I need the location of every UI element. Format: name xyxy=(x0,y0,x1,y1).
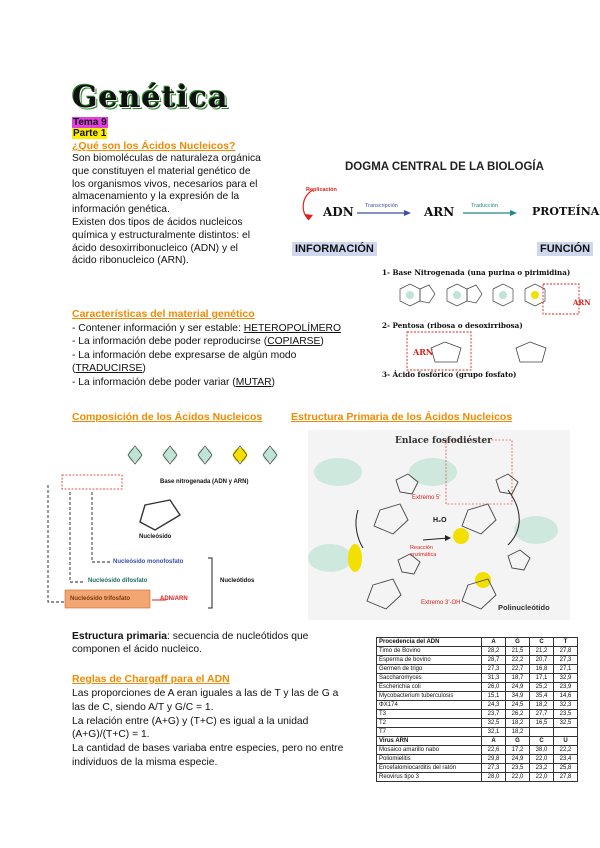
table-cell: 22,0 xyxy=(506,773,530,782)
text: ) xyxy=(271,376,275,388)
difosfato-bracket xyxy=(70,492,85,582)
table-cell: Encefalomiocarditis del ratón xyxy=(377,764,482,773)
table-cell: 26,0 xyxy=(482,683,506,692)
text: - La información debe poder reproducirse ( xyxy=(72,336,268,348)
arn-box-label: ARN xyxy=(573,298,591,307)
keyword: TRADUCIRSE xyxy=(75,363,143,375)
estructura-line xyxy=(72,631,362,644)
table-cell: T3 xyxy=(377,710,482,719)
table-cell: 24,9 xyxy=(506,683,530,692)
table-cell: 25,8 xyxy=(554,764,578,773)
table-cell: 22,2 xyxy=(554,746,578,755)
polinucleotido-label: Polinucleótido xyxy=(498,603,550,612)
reaccion-label: Reacción enzimática xyxy=(410,545,437,558)
table-cell: 25,2 xyxy=(530,683,554,692)
nucleosido-label: Nucleósido xyxy=(139,534,172,540)
table-header-cell: Virus ARN xyxy=(377,737,482,746)
component-base: 1- Base Nitrogenada (una purina o pirimidina) xyxy=(382,268,571,277)
table-row xyxy=(377,701,578,710)
table-cell: 27,3 xyxy=(554,656,578,665)
text: ) xyxy=(142,363,146,375)
base-highlight xyxy=(163,448,177,462)
q-heading: ¿Qué son los Ácidos Nucleicos? xyxy=(72,140,236,152)
func-label: FUNCIÓN xyxy=(537,242,593,256)
table-cell: 22,2 xyxy=(506,656,530,665)
base-highlight xyxy=(406,291,414,299)
table-cell: 35,4 xyxy=(530,692,554,701)
arn-pentose-label: ARN xyxy=(413,347,434,357)
table-cell: Mosaico amarillo nabo xyxy=(377,746,482,755)
caracteristicas-heading: Características del material genético xyxy=(72,308,255,320)
adn-arn-label: ADN/ARN xyxy=(160,596,188,602)
intro-line: ácido desoxirribonucleico (ADN) y el xyxy=(72,242,238,254)
table-row xyxy=(377,728,578,737)
table-cell: T2 xyxy=(377,719,482,728)
table-row xyxy=(377,683,578,692)
table-cell: ΦX174 xyxy=(377,701,482,710)
table-cell: 21,5 xyxy=(506,647,530,656)
estructura-primaria-text xyxy=(72,631,362,657)
table-cell: Saccharomyces xyxy=(377,674,482,683)
chargaff-table-wrap xyxy=(376,637,578,782)
table-cell: 27,3 xyxy=(482,764,506,773)
bases-row xyxy=(128,446,277,464)
table-row xyxy=(377,773,578,782)
chargaff-text xyxy=(72,687,367,770)
composicion-figure xyxy=(40,430,290,615)
h2o-label: H₂O xyxy=(433,517,447,524)
phosphate-box xyxy=(62,475,122,489)
phosphate-group xyxy=(409,458,457,486)
trifosfato-label: Nucleósido trifosfato xyxy=(70,596,131,602)
table-row xyxy=(377,710,578,719)
caracteristica-item xyxy=(72,335,372,348)
table-cell: 24,3 xyxy=(482,701,506,710)
base-ring xyxy=(420,285,435,303)
table-header-row xyxy=(377,737,578,746)
phosphate-group xyxy=(514,516,558,544)
base-label: Base nitrogenada (ADN y ARN) xyxy=(160,479,249,485)
ribose-ring xyxy=(431,342,461,362)
trifosfato-bracket xyxy=(48,485,65,602)
chargaff-line: individuos de la misma especie. xyxy=(72,756,218,768)
table-header-cell: C xyxy=(530,638,554,647)
caracteristica-item xyxy=(72,376,372,389)
table-row xyxy=(377,674,578,683)
table-cell: T7 xyxy=(377,728,482,737)
table-row xyxy=(377,656,578,665)
transcription-label: Transcripción xyxy=(365,203,398,209)
table-cell: 18,2 xyxy=(506,719,530,728)
table-cell: 32,1 xyxy=(482,728,506,737)
dogma-title: DOGMA CENTRAL DE LA BIOLOGÍA xyxy=(345,161,544,173)
monofosfato-bracket xyxy=(92,492,110,562)
adn-label: ADN xyxy=(323,205,354,219)
table-cell: 28,2 xyxy=(482,647,506,656)
chargaff-table xyxy=(376,637,578,782)
table-cell: 32,5 xyxy=(482,719,506,728)
caracteristica-item xyxy=(72,322,372,335)
table-row xyxy=(377,692,578,701)
table-cell: 32,3 xyxy=(554,701,578,710)
table-cell: 18,2 xyxy=(506,728,530,737)
table-row xyxy=(377,719,578,728)
table-cell: 38,0 xyxy=(530,746,554,755)
table-cell: 22,0 xyxy=(530,773,554,782)
tema-label: Tema 9 xyxy=(73,117,107,128)
parte-label: Parte 1 xyxy=(73,128,107,139)
table-cell: 32,9 xyxy=(554,674,578,683)
table-cell: 23,4 xyxy=(554,755,578,764)
table-header-cell: G xyxy=(506,638,530,647)
table-cell: 17,2 xyxy=(506,746,530,755)
table-cell xyxy=(554,728,578,737)
caracteristica-item: - La información debe expresarse de algún modo xyxy=(72,349,297,361)
table-cell: Poliomielitis xyxy=(377,755,482,764)
table-cell: 16,8 xyxy=(530,665,554,674)
intro-line: que constituyen el material genético de xyxy=(72,165,251,177)
nucleotidos-label: Nucleótidos xyxy=(220,578,255,584)
primaria-heading: Estructura Primaria de los Ácidos Nucleicos xyxy=(291,411,513,423)
table-cell: 14,6 xyxy=(554,692,578,701)
table-header-cell: G xyxy=(506,737,530,746)
table-row xyxy=(377,665,578,674)
base-highlight xyxy=(233,448,247,462)
table-cell: 23,5 xyxy=(506,764,530,773)
table-cell: 20,7 xyxy=(530,656,554,665)
primaria-figure xyxy=(308,430,570,620)
table-cell: 23,5 xyxy=(554,710,578,719)
table-cell: 18,2 xyxy=(530,701,554,710)
table-cell: 18,7 xyxy=(506,674,530,683)
table-cell: 15,1 xyxy=(482,692,506,701)
table-cell: 27,7 xyxy=(530,710,554,719)
table-cell: 27,8 xyxy=(554,647,578,656)
estructura-line: componen el ácido nucleico. xyxy=(72,643,202,655)
text: - La información debe poder variar ( xyxy=(72,376,236,388)
table-cell: Reovirus tipo 3 xyxy=(377,773,482,782)
chargaff-line: La relación entre (A+G) y (T+C) es igual a la unidad xyxy=(72,715,309,727)
translation-label: Traducción xyxy=(471,203,499,209)
text: - Contener información y ser estable: xyxy=(72,323,244,334)
estructura-term: Estructura primaria xyxy=(72,631,167,642)
intro-line: Existen dos tipos de ácidos nucleicos xyxy=(72,216,243,228)
bond-highlight xyxy=(453,528,469,544)
protein-label: PROTEÍNA xyxy=(532,205,600,218)
arn-label: ARN xyxy=(424,205,455,219)
table-cell: 34,9 xyxy=(506,692,530,701)
table-cell: Esperma de bovino xyxy=(377,656,482,665)
base-highlight xyxy=(198,448,212,462)
caracteristicas-list xyxy=(72,322,372,389)
monofosfato-label: Nucleósido monofosfato xyxy=(113,559,184,565)
table-cell: 27,8 xyxy=(554,773,578,782)
sugar-ring xyxy=(140,500,180,530)
deoxyribose-ring xyxy=(516,342,546,362)
text: : secuencia de nucleótidos que xyxy=(167,631,309,642)
table-header-cell: C xyxy=(530,737,554,746)
table-header-cell: U xyxy=(554,737,578,746)
intro-line: los organismos vivos, necesarios para el xyxy=(72,178,258,190)
replication-label: Replicación xyxy=(306,187,337,193)
table-cell: Escherichia coli xyxy=(377,683,482,692)
base-highlight xyxy=(531,291,539,299)
table-cell: 23,9 xyxy=(554,683,578,692)
extremo5-label: Extremo 5' xyxy=(412,495,441,501)
table-header-cell: A xyxy=(482,737,506,746)
enlace-label: Enlace fosfodiéster xyxy=(395,436,492,446)
table-cell: 22,6 xyxy=(482,746,506,755)
chargaff-heading: Reglas de Chargaff para el ADN xyxy=(72,673,230,685)
component-pentosa: 2- Pentosa (ribosa o desoxirribosa) xyxy=(382,321,523,330)
bases-structures xyxy=(385,279,585,319)
composicion-heading: Composición de los Ácidos Nucleicos xyxy=(72,411,263,423)
translation-arrowhead xyxy=(510,210,517,216)
table-cell: 24,9 xyxy=(506,755,530,764)
table-header-cell: Procedencia del ADN xyxy=(377,638,482,647)
table-cell: 23,2 xyxy=(530,764,554,773)
bond-highlight xyxy=(348,544,362,572)
phosphate-group xyxy=(308,544,352,572)
table-header-cell: A xyxy=(482,638,506,647)
table-row xyxy=(377,746,578,755)
table-cell: 32,5 xyxy=(554,719,578,728)
intro-line: ácido ribonucleico (ARN). xyxy=(72,255,189,267)
page-title: Genética xyxy=(72,80,229,115)
table-cell: Timo de Bovino xyxy=(377,647,482,656)
text: ) xyxy=(320,336,324,348)
keyword: COPIARSE xyxy=(267,336,321,348)
table-cell xyxy=(530,728,554,737)
base-highlight xyxy=(263,448,277,462)
table-cell: 16,5 xyxy=(530,719,554,728)
base-highlight xyxy=(453,291,461,299)
table-cell: 28,0 xyxy=(482,773,506,782)
chargaff-line: La cantidad de bases variaba entre especies, pero no entre xyxy=(72,743,344,755)
caracteristica-item xyxy=(72,362,372,375)
chargaff-line: Las proporciones de A eran iguales a las de T y las de G a xyxy=(72,688,339,699)
table-cell: Mycobacterium tuberculosis xyxy=(377,692,482,701)
table-cell: Germen de trigo xyxy=(377,665,482,674)
table-cell: 24,5 xyxy=(506,701,530,710)
table-cell: 26,2 xyxy=(506,710,530,719)
intro-line: almacenamiento y la expresión de la xyxy=(72,191,240,203)
transcription-arrowhead xyxy=(404,210,411,216)
table-cell: 22,7 xyxy=(506,665,530,674)
table-row xyxy=(377,755,578,764)
difosfato-label: Nucleósido difosfato xyxy=(88,578,148,584)
table-row xyxy=(377,764,578,773)
extremo3-label: Extremo 3'-OH xyxy=(421,600,461,606)
phosphate-group xyxy=(314,458,362,486)
base-ring xyxy=(467,285,482,303)
keyword: HETEROPOLÍMERO xyxy=(243,323,341,334)
base-highlight xyxy=(499,291,507,299)
table-cell: 27,1 xyxy=(554,665,578,674)
table-cell: 23,7 xyxy=(482,710,506,719)
component-fosfato: 3- Ácido fosfórico (grupo fosfato) xyxy=(382,370,517,379)
table-cell: 21,2 xyxy=(530,647,554,656)
info-label: INFORMACIÓN xyxy=(292,242,377,256)
nucleotidos-brace xyxy=(208,558,212,608)
keyword: MUTAR xyxy=(235,376,272,388)
intro-line: química y estructuralmente distintos: el xyxy=(72,229,250,241)
chargaff-line: (A+G)/(T+C) = 1. xyxy=(72,729,150,741)
text: ( xyxy=(72,363,76,375)
intro-line: información genética. xyxy=(72,204,170,216)
base-highlight xyxy=(128,448,142,462)
intro-line: Son biomoléculas de naturaleza orgánica xyxy=(72,153,261,164)
table-cell: 29,8 xyxy=(482,755,506,764)
table-header-row xyxy=(377,638,578,647)
intro-paragraph xyxy=(72,153,287,268)
table-cell: 27,3 xyxy=(482,665,506,674)
table-row xyxy=(377,647,578,656)
chargaff-line: las de C, siendo A/T y G/C = 1. xyxy=(72,701,214,713)
table-header-cell: T xyxy=(554,638,578,647)
table-cell: 17,1 xyxy=(530,674,554,683)
table-cell: 22,0 xyxy=(530,755,554,764)
table-cell: 31,3 xyxy=(482,674,506,683)
table-cell: 28,7 xyxy=(482,656,506,665)
